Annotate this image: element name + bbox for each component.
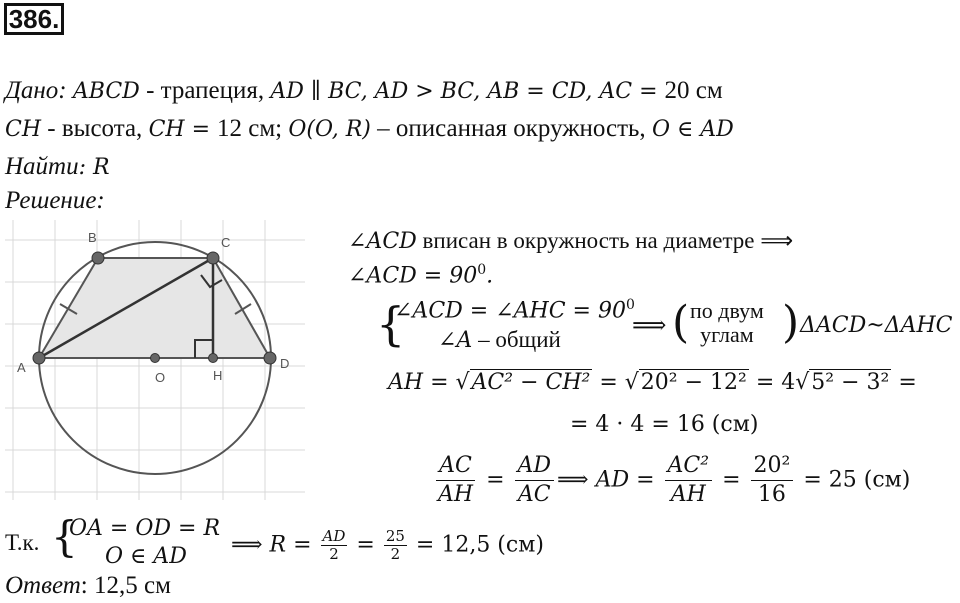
trapezoid-figure: [5, 220, 305, 500]
answer-line: [5, 571, 171, 601]
tk-brace: {: [51, 512, 78, 561]
frac1-num: AC: [436, 452, 475, 481]
given-ch-eq: CH =: [148, 117, 218, 142]
frac2-num: AD: [515, 452, 555, 481]
frac4-num: 20²: [751, 452, 794, 481]
label-h: H: [213, 368, 223, 383]
tk-top: OA = OD = R: [69, 516, 221, 541]
reason-top: по двум: [690, 298, 764, 323]
given-type: - трапеция,: [139, 77, 271, 104]
ah-left: AH =: [388, 370, 456, 395]
angle-a: ∠A: [438, 328, 473, 353]
problem-number: 386.: [4, 3, 64, 35]
label-c: C: [221, 235, 231, 250]
solution-step-2: [348, 262, 493, 288]
given-figure: ABCD: [72, 79, 140, 104]
tk-bottom: O ∈ AD: [105, 544, 187, 569]
ah-calc-line-2: = 4 · 4 = 16 (см): [570, 412, 759, 437]
ah-sqrt-1: AC² − CH²: [471, 370, 591, 395]
point-c: [207, 252, 219, 264]
given-ch: CH: [5, 117, 42, 142]
solution-step-1: [348, 228, 793, 254]
frac3-num: AC²: [665, 452, 713, 481]
fraction-ad-ac: [515, 452, 555, 509]
reason-paren-close: ): [782, 297, 800, 348]
given-conditions: AD ∥ BC, AD > BC, AB = CD, AC =: [270, 79, 665, 104]
ah-sqrt-3: 5² − 3²: [811, 370, 890, 395]
period: .: [486, 263, 494, 289]
solution-label: Решение:: [5, 187, 105, 214]
find-line: [5, 152, 110, 183]
given-circle-text: – описанная окружность,: [370, 115, 652, 142]
angle-acd: ∠ACD: [348, 229, 417, 254]
frac4-den: 16: [757, 482, 786, 507]
fraction-ac2-ah: [665, 452, 713, 509]
similar-triangles: ΔACD~ΔAHC: [800, 313, 953, 338]
prop-eq: =: [486, 467, 505, 493]
ah-calc-line-1: AH = √AC² − CH² = √20² − 12² = 4√5² − 3² =: [388, 370, 917, 395]
given-label: Дано:: [5, 77, 67, 104]
given-height-text: - высота,: [41, 115, 149, 142]
tk-frac1-num: AD: [322, 527, 346, 545]
system-bottom: [438, 327, 561, 353]
point-a: [33, 352, 45, 364]
label-o: O: [155, 370, 166, 385]
prop-eq-2: =: [715, 467, 748, 493]
ah-sqrt-2: 20² − 12²: [640, 370, 747, 395]
reason-bottom: углам: [700, 322, 754, 347]
given-center: O ∈ AD: [651, 117, 734, 142]
ah-end: =: [891, 370, 917, 395]
given-circle: O(O, R): [288, 117, 371, 142]
point-d: [264, 352, 276, 364]
ah-eq: =: [592, 370, 625, 395]
reason-stack: [690, 299, 764, 347]
degree-sup: 0: [477, 262, 487, 278]
tk-label: Т.к.: [5, 530, 40, 555]
given-line-2: [5, 114, 734, 145]
point-h: [209, 354, 218, 363]
fraction-25-2: [384, 528, 407, 563]
angle-acd-90: ∠ACD = 90: [348, 263, 478, 289]
label-d: D: [280, 356, 290, 371]
fraction-ac-ah: [435, 452, 476, 509]
radius-conclusion: [5, 512, 605, 572]
label-a: A: [17, 360, 26, 375]
fraction-400-16: [751, 452, 794, 509]
common-text: – общий: [472, 327, 561, 352]
system-brace: {: [376, 297, 406, 351]
tk-frac1-den: 2: [329, 545, 339, 563]
answer-label: Ответ: [5, 572, 81, 599]
tk-frac2-den: 2: [390, 545, 401, 563]
fraction-ad-2: [321, 528, 348, 563]
prop-arrow: ⟹ AD =: [557, 467, 662, 493]
frac3-den: AH: [670, 482, 706, 507]
system-top-sup: 0: [625, 297, 635, 313]
point-o: [151, 354, 160, 363]
label-b: B: [88, 230, 97, 245]
tk-eq: =: [349, 532, 382, 558]
system-top-text: ∠ACD = ∠AHC = 90: [394, 298, 626, 324]
system-top: [394, 297, 635, 323]
inscribed-text: вписан в окружность на диаметре ⟹: [416, 228, 794, 253]
tk-result: = 12,5 (см): [408, 532, 544, 558]
given-ac-value: 20 см: [664, 77, 723, 104]
similarity-system: [376, 297, 960, 359]
find-value: : R: [78, 155, 110, 180]
implies-arrow: ⟹: [632, 311, 667, 339]
answer-value: : 12,5 см: [80, 572, 171, 599]
find-label: Найти: [5, 153, 79, 180]
frac2-den: AC: [517, 482, 551, 507]
frac1-den: AH: [438, 482, 474, 507]
tk-frac2-num: 25: [385, 527, 405, 545]
tk-arrow: ⟹ R =: [231, 532, 319, 558]
prop-result: = 25 (см): [796, 467, 911, 493]
ah-eq-2: = 4: [748, 370, 796, 395]
proportion-line: [432, 452, 910, 509]
tk-result-line: [231, 528, 544, 563]
given-line-1: [5, 76, 723, 107]
reason-paren-open: (: [672, 297, 690, 348]
point-b: [92, 252, 104, 264]
given-ch-value: 12 см;: [217, 115, 289, 142]
